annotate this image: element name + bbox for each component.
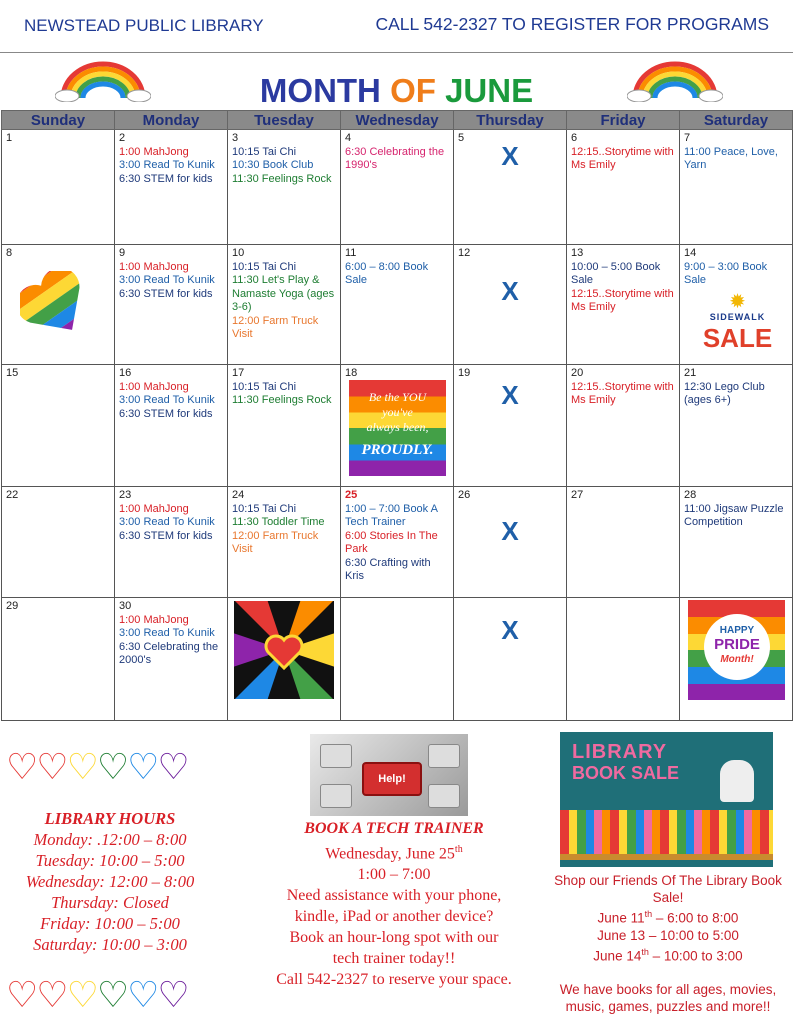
closed-mark: X bbox=[501, 516, 519, 546]
rainbow-icon-right bbox=[627, 58, 723, 102]
day-number: 15 bbox=[6, 367, 19, 379]
page-header bbox=[0, 0, 793, 53]
day-cell bbox=[680, 130, 793, 245]
day-cell bbox=[341, 130, 454, 245]
library-hours bbox=[10, 808, 210, 955]
help-key: Help! bbox=[362, 762, 422, 796]
event: 6:30 Celebrating the 2000's bbox=[119, 640, 219, 666]
day-header: Thursday bbox=[454, 111, 567, 130]
happy-pride-month-image: HAPPY PRIDE Month! bbox=[688, 600, 785, 700]
heart-row-icon: ♡♡♡♡♡♡ bbox=[6, 746, 188, 787]
day-header: Monday bbox=[115, 111, 228, 130]
day-number: 2 bbox=[119, 132, 126, 144]
day-cell bbox=[454, 245, 567, 365]
day-cell bbox=[115, 365, 228, 487]
event: 11:00 Peace, Love, Yarn bbox=[684, 145, 778, 171]
hours-heading: LIBRARY HOURS bbox=[44, 809, 176, 828]
day-cell bbox=[567, 365, 680, 487]
day-cell bbox=[341, 487, 454, 598]
closed-mark: X bbox=[501, 615, 519, 645]
day-number: 18 bbox=[345, 367, 358, 379]
event: 11:30 Feelings Rock bbox=[232, 394, 332, 406]
event: 12:15..Storytime with Ms Emily bbox=[571, 287, 674, 313]
event: 6:30 STEM for kids bbox=[119, 287, 213, 300]
sidewalk-sale-sign: ✹ SIDEWALK SALE bbox=[690, 293, 785, 351]
day-cell bbox=[228, 130, 341, 245]
event: 11:30 Toddler Time bbox=[232, 516, 325, 528]
day-number: 30 bbox=[119, 600, 132, 612]
title-row bbox=[0, 54, 793, 110]
sale-outro: We have books for all ages, movies, music, games, puzzles and more!! bbox=[559, 982, 777, 1014]
tech-body: Need assistance with your phone, kindle, iPad or another device? Book an hour-long spot with our tech trainer today!! bbox=[286, 887, 502, 968]
day-number: 8 bbox=[6, 247, 13, 259]
week-row bbox=[2, 487, 793, 598]
day-cell bbox=[115, 245, 228, 365]
day-number: 12 bbox=[458, 247, 471, 259]
event: 12:00 Farm Truck Visit bbox=[232, 314, 319, 340]
day-number: 17 bbox=[232, 367, 245, 379]
day-cell bbox=[680, 245, 793, 365]
sun-icon: ✹ bbox=[729, 291, 746, 313]
event: 6:30 STEM for kids bbox=[119, 172, 213, 185]
event: 11:30 Feelings Rock bbox=[232, 172, 332, 185]
event: 6:30 Crafting with Kris bbox=[345, 556, 431, 582]
event: 12:15..Storytime with Ms Emily bbox=[571, 145, 674, 171]
day-cell bbox=[115, 130, 228, 245]
day-number: 27 bbox=[571, 489, 584, 501]
day-number: 1 bbox=[6, 132, 13, 144]
tech-heading: BOOK A TECH TRAINER bbox=[304, 820, 484, 837]
day-cell bbox=[228, 598, 341, 721]
event: 6:00 – 8:00 Book Sale bbox=[345, 260, 429, 286]
day-cell bbox=[341, 598, 454, 721]
event: 3:00 Read To Kunik bbox=[119, 274, 215, 286]
day-number: 26 bbox=[458, 489, 471, 501]
calendar-grid bbox=[1, 110, 793, 721]
info-section bbox=[0, 722, 793, 1024]
week-row bbox=[2, 598, 793, 721]
day-number: 29 bbox=[6, 600, 19, 612]
event: 11:00 Jigsaw Puzzle Competition bbox=[684, 502, 784, 528]
day-number: 28 bbox=[684, 489, 697, 501]
rainbow-burst-heart-icon bbox=[234, 601, 334, 699]
event: 6:30 STEM for kids bbox=[119, 407, 213, 420]
tech-date: Wednesday, June 25th bbox=[325, 844, 463, 863]
day-number: 23 bbox=[119, 489, 132, 501]
event: 1:00 MahJong bbox=[119, 613, 189, 626]
day-number: 9 bbox=[119, 247, 126, 259]
event: 1:00 – 7:00 Book A Tech Trainer bbox=[345, 502, 438, 528]
event: 9:00 – 3:00 Book Sale bbox=[684, 260, 768, 286]
tech-call: Call 542-2327 to reserve your space. bbox=[276, 971, 512, 989]
hours-line: Wednesday: 12:00 – 8:00 bbox=[25, 872, 195, 891]
event: 10:00 – 5:00 Book Sale bbox=[571, 260, 661, 286]
day-cell bbox=[228, 365, 341, 487]
pride-quote-image: Be the YOU you've always been, PROUDLY. bbox=[349, 380, 446, 476]
day-number: 10 bbox=[232, 247, 245, 259]
event: 12:30 Lego Club (ages 6+) bbox=[684, 380, 765, 406]
sale-date: June 14th – 10:00 to 3:00 bbox=[593, 946, 743, 963]
day-cell bbox=[115, 487, 228, 598]
day-number: 13 bbox=[571, 247, 584, 259]
day-cell bbox=[680, 598, 793, 721]
day-cell bbox=[454, 130, 567, 245]
day-number: 11 bbox=[345, 247, 357, 259]
hours-line: Saturday: 10:00 – 3:00 bbox=[33, 935, 187, 954]
day-cell bbox=[454, 487, 567, 598]
day-cell bbox=[567, 245, 680, 365]
day-cell bbox=[454, 598, 567, 721]
day-header: Friday bbox=[567, 111, 680, 130]
day-number: 24 bbox=[232, 489, 245, 501]
day-number: 19 bbox=[458, 367, 471, 379]
event: 6:00 Stories In The Park bbox=[345, 529, 438, 555]
hours-line: Friday: 10:00 – 5:00 bbox=[40, 914, 180, 933]
day-cell bbox=[567, 487, 680, 598]
day-number: 21 bbox=[684, 367, 697, 379]
event: 3:00 Read To Kunik bbox=[119, 627, 215, 639]
event: 10:15 Tai Chi bbox=[232, 145, 297, 158]
day-number: 6 bbox=[571, 132, 578, 144]
closed-mark: X bbox=[501, 141, 519, 171]
day-cell bbox=[567, 598, 680, 721]
closed-mark: X bbox=[501, 380, 519, 410]
sale-date: June 11th – 6:00 to 8:00 bbox=[597, 909, 739, 926]
day-number: 20 bbox=[571, 367, 584, 379]
rainbow-heart-icon bbox=[20, 271, 92, 337]
book-sale-info bbox=[548, 872, 788, 1015]
day-cell bbox=[341, 365, 454, 487]
day-header: Tuesday bbox=[228, 111, 341, 130]
day-number: 7 bbox=[684, 132, 691, 144]
day-number: 14 bbox=[684, 247, 697, 259]
week-row bbox=[2, 365, 793, 487]
day-number: 16 bbox=[119, 367, 132, 379]
day-cell bbox=[228, 245, 341, 365]
event: 10:15 Tai Chi bbox=[232, 502, 297, 515]
closed-mark: X bbox=[501, 276, 519, 306]
heart-row-icon: ♡♡♡♡♡♡ bbox=[6, 974, 188, 1015]
day-number: 4 bbox=[345, 132, 352, 144]
day-cell bbox=[228, 487, 341, 598]
event: 10:15 Tai Chi bbox=[232, 260, 297, 273]
week-row bbox=[2, 245, 793, 365]
event: 3:00 Read To Kunik bbox=[119, 394, 215, 406]
hours-line: Monday: .12:00 – 8:00 bbox=[33, 830, 187, 849]
day-header: Saturday bbox=[680, 111, 793, 130]
day-cell bbox=[680, 365, 793, 487]
book-sale-banner: LIBRARY BOOK SALE bbox=[560, 732, 773, 867]
event: 10:30 Book Club bbox=[232, 159, 314, 171]
day-cell bbox=[341, 245, 454, 365]
day-cell bbox=[2, 130, 115, 245]
library-name: NEWSTEAD PUBLIC LIBRARY bbox=[24, 16, 264, 35]
hours-line: Tuesday: 10:00 – 5:00 bbox=[35, 851, 185, 870]
cat-icon bbox=[720, 760, 754, 802]
day-cell bbox=[680, 487, 793, 598]
week-row bbox=[2, 130, 793, 245]
weekday-header bbox=[2, 111, 793, 130]
day-cell bbox=[567, 130, 680, 245]
day-cell bbox=[2, 487, 115, 598]
event: 1:00 MahJong bbox=[119, 502, 189, 515]
sale-intro: Shop our Friends Of The Library Book Sale! bbox=[554, 873, 782, 905]
event: 11:30 Let's Play & Namaste Yoga (ages 3-6) bbox=[232, 274, 335, 313]
event: 10:15 Tai Chi bbox=[232, 380, 297, 393]
event: 6:30 Celebrating the 1990's bbox=[345, 145, 445, 171]
day-cell bbox=[2, 245, 115, 365]
event: 3:00 Read To Kunik bbox=[119, 159, 215, 171]
register-phone: CALL 542-2327 TO REGISTER FOR PROGRAMS bbox=[375, 14, 769, 34]
tech-time: 1:00 – 7:00 bbox=[357, 866, 431, 884]
page-title: MONTH OF JUNE bbox=[259, 72, 534, 109]
sale-date: June 13 – 10:00 to 5:00 bbox=[597, 927, 739, 943]
day-cell bbox=[2, 598, 115, 721]
hours-line: Thursday: Closed bbox=[51, 893, 169, 912]
day-cell bbox=[2, 365, 115, 487]
event: 6:30 STEM for kids bbox=[119, 529, 213, 542]
day-cell bbox=[454, 365, 567, 487]
day-number: 3 bbox=[232, 132, 239, 144]
day-number: 25 bbox=[345, 489, 358, 501]
event: 1:00 MahJong bbox=[119, 260, 189, 273]
day-number: 5 bbox=[458, 132, 465, 144]
event: 12:15..Storytime with Ms Emily bbox=[571, 380, 674, 406]
event: 1:00 MahJong bbox=[119, 145, 189, 158]
day-header: Sunday bbox=[2, 111, 115, 130]
event: 1:00 MahJong bbox=[119, 380, 189, 393]
day-header: Wednesday bbox=[341, 111, 454, 130]
day-cell bbox=[115, 598, 228, 721]
event: 12:00 Farm Truck Visit bbox=[232, 529, 319, 555]
event: 3:00 Read To Kunik bbox=[119, 516, 215, 528]
keyboard-help-image bbox=[310, 734, 468, 816]
tech-trainer-info bbox=[276, 818, 512, 990]
day-number: 22 bbox=[6, 489, 19, 501]
